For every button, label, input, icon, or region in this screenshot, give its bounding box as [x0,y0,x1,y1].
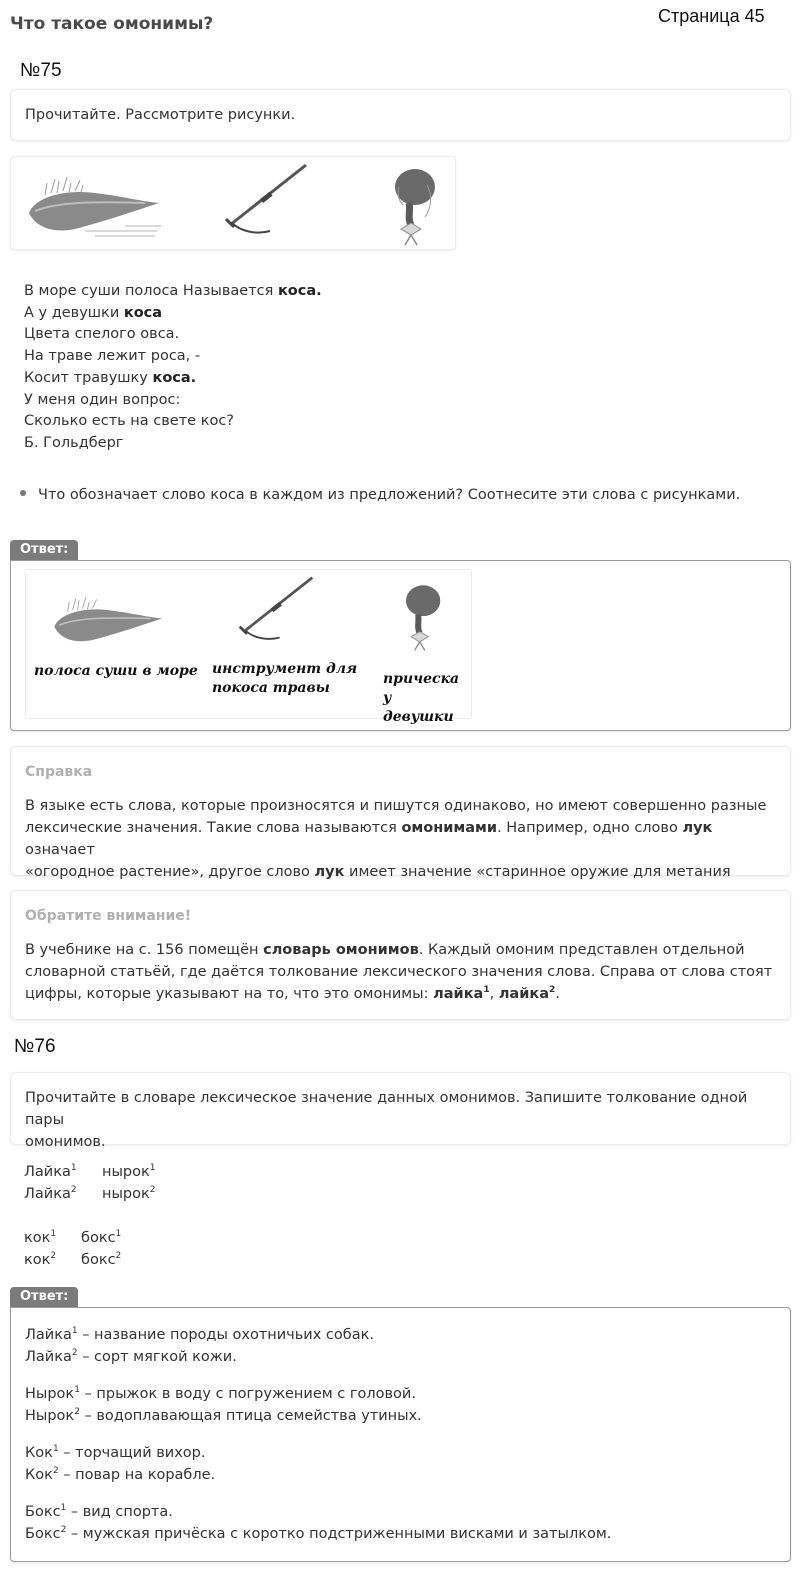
poem-line: Косит травушку коса. [24,369,197,386]
scythe-illustration [226,574,326,652]
exercise-75-task: Прочитайте. Рассмотрите рисунки. [25,107,296,123]
caption-spit: полоса суши в море [34,663,198,679]
homonym-list-2: кок$^1$ бокс$^1$ кок$^2$ бокс$^2$ [24,1229,122,1268]
answer-tab-75: Ответ: [10,540,78,560]
answer-line: Бокс$^1$ – вид спорта. [25,1503,173,1520]
answer-box-75 [10,560,791,731]
sand-spit-illustration [25,171,165,241]
poem-author: Б. Гольдберг [24,434,124,451]
answer-line: Нырок$^2$ – водоплавающая птица семейства утиных. [25,1407,422,1424]
illustrations-strip [10,156,456,250]
attention-title: Обратите внимание! [25,908,192,924]
attention-card [10,890,791,1020]
answer-line: Нырок$^1$ – прыжок в воду с погружением с головой. [25,1385,416,1402]
scythe-illustration [216,161,316,247]
exercise-75-task-card [10,89,791,141]
poem-line: У меня один вопрос: [24,391,181,408]
sand-spit-illustration [44,592,174,650]
exercise-76-task-card [10,1072,791,1150]
exercise-76-number: №76 [14,1036,56,1057]
braid-girl-illustration [381,165,451,247]
page-number: Страница 45 [658,6,765,26]
answer-line: Кок$^1$ – торчащий вихор. [25,1444,206,1461]
poem [24,281,322,455]
answer-line: Бокс$^2$ – мужская причёска с коротко подстриженными висками и затылком. [25,1525,612,1542]
poem-line: Сколько есть на свете кос? [24,413,234,430]
caption-braid: прическа у девушки [383,671,460,725]
poem-line: В море суши полоса Называется коса. [24,283,322,299]
attention-text: В учебнике на с. 156 помещён словарь омонимов. Каждый омоним представлен отдельной словарной статьёй, где даётся толкование лексического значения слова. Справа от слова стоят цифры, которые указывают на то, что это омонимы: лайка$^1$, лайка$^2$. [25,942,773,1002]
poem-line: Цвета спелого овса. [24,326,180,343]
question-bullet [20,487,740,503]
question-text: Что обозначает слово коса в каждом из предложений? Соотнесите эти слова с рисунками. [38,487,741,503]
caption-scythe: инструмент для покоса травы [212,661,358,696]
page-title: Что такое омонимы? [10,14,214,34]
reference-card [10,746,791,880]
homonym-list-1: Лайка$^1$ нырок$^1$ Лайка$^2$ нырок$^2$ [24,1163,156,1202]
answer-illustrations [25,569,472,725]
answer-box-76 [10,1307,791,1562]
exercise-76-task: Прочитайте в словаре лексическое значение данных омонимов. Запишите толкование одной пары омонимов. [25,1090,748,1150]
reference-title: Справка [25,764,93,780]
poem-line: А у девушки коса [24,304,163,321]
exercise-75-number: №75 [20,60,62,81]
reference-text: В языке есть слова, которые произносятся и пишутся одинаково, но имеют совершенно разные лексические значения. Такие слова называются омонимами. Например, одно слово лук означает «огородное растение», другое слово лук имеет значение «старинное оружие для метания [25,798,767,880]
answer-line: Кок$^2$ – повар на корабле. [25,1466,216,1483]
braid-girl-illustration [394,578,454,656]
answer-tab-76: Ответ: [10,1287,78,1307]
answer-line: Лайка$^1$ – название породы охотничьих собак. [25,1326,374,1343]
poem-line: На траве лежит роса, - [24,348,201,365]
answer-line: Лайка$^2$ – сорт мягкой кожи. [25,1348,237,1365]
bullet-dot-icon [20,490,26,496]
